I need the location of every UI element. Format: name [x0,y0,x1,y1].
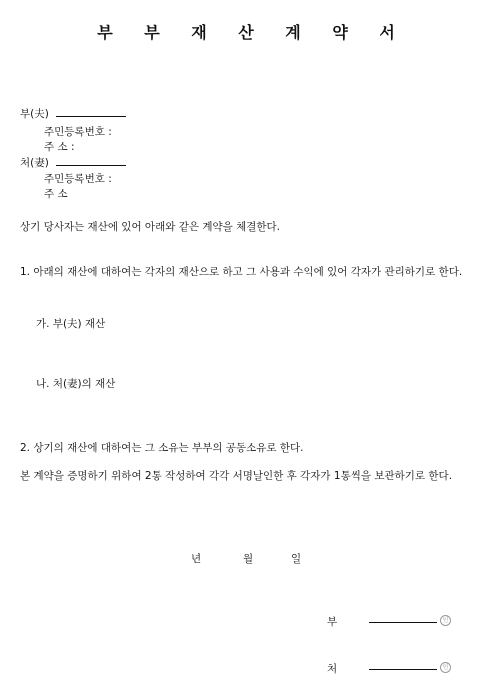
clause-2: 2. 상기의 재산에 대하여는 그 소유는 부부의 공동소유로 한다. [20,442,304,454]
husband-id-label: 주민등록번호 : [44,126,112,138]
date-month-label: 월 [243,553,254,565]
wife-address-label: 주 소 [44,188,68,200]
husband-name-line [56,106,126,117]
wife-signature-field [369,659,451,673]
husband-label: 부(夫) [20,108,49,120]
wife-id-label: 주민등록번호 : [44,173,112,185]
husband-signature-field [369,612,451,626]
husband-address-label: 주 소 : [44,141,75,153]
wife-label: 처(妻) [20,157,49,169]
wife-row [20,155,126,170]
clause-1: 1. 아래의 재산에 대하여는 각자의 재산으로 하고 그 사용과 수익에 있어 각자가 관리하기로 한다. [20,266,463,278]
wife-signature-line [369,659,437,670]
intro-paragraph: 상기 당사자는 재산에 있어 아래와 같은 계약을 체결한다. [20,221,280,233]
husband-seal-icon: 인 [440,615,451,626]
item-wife-property: 나. 처(妻)의 재산 [36,378,116,390]
date-day-label: 일 [291,553,302,565]
wife-name-line [56,155,126,166]
document-title: 부 부 재 산 계 약 서 [97,23,408,42]
wife-seal-icon: 인 [440,662,451,673]
item-husband-property: 가. 부(夫) 재산 [36,318,106,330]
wife-signature-label: 처 [327,663,338,675]
husband-row [20,106,126,121]
date-year-label: 년 [191,553,202,565]
husband-signature-label: 부 [327,616,338,628]
husband-signature-line [369,612,437,623]
closing-paragraph: 본 계약을 증명하기 위하여 2통 작성하여 각각 서명날인한 후 각자가 1통씩을 보관하기로 한다. [20,470,453,482]
